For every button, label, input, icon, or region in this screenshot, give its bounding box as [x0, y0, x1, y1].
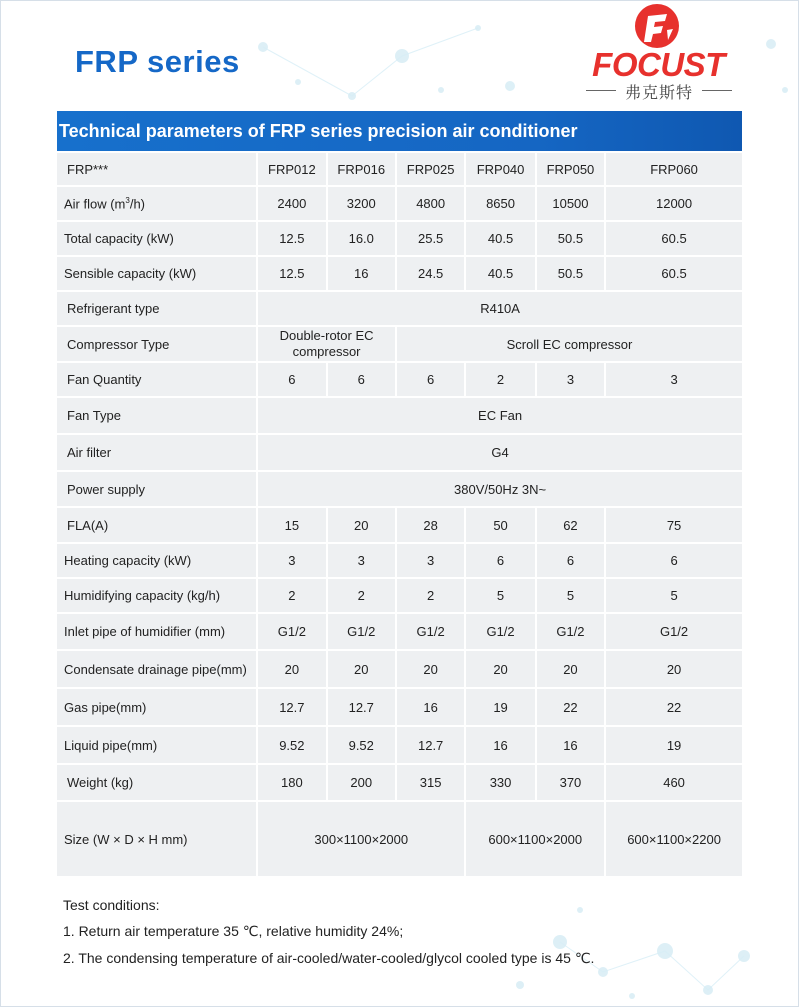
value-cell: 50.5: [537, 257, 604, 290]
table-row-heating: [57, 544, 742, 577]
value-cell: G1/2: [466, 614, 534, 649]
value-cell: 3: [606, 363, 742, 396]
table-row-total-capacity: [57, 222, 742, 255]
brand-logo: [566, 0, 751, 104]
air-flow-label-main: Air flow (m: [64, 196, 126, 212]
air-filter-value: G4: [258, 435, 742, 470]
test-condition-item: 1. Return air temperature 35 ℃, relative humidity 24%;: [63, 923, 404, 939]
value-cell: 9.52: [258, 727, 325, 763]
value-cell: 2: [466, 363, 534, 396]
table-caption: Technical parameters of FRP series precision air conditioner: [57, 111, 742, 151]
value-cell: G1/2: [606, 614, 742, 649]
value-cell: 12.7: [328, 689, 395, 725]
table-row-compressor: [57, 327, 742, 361]
value-cell: 40.5: [466, 257, 534, 290]
value-cell: 12.5: [258, 257, 325, 290]
size-value-large: 600×1100×2200: [606, 802, 742, 876]
table-row-size: [57, 802, 742, 876]
model-cell: FRP040: [466, 153, 534, 185]
table-row-power-supply: [57, 472, 742, 506]
value-cell: 20: [466, 651, 534, 687]
value-cell: 19: [606, 727, 742, 763]
model-cell: FRP050: [537, 153, 604, 185]
value-cell: 2400: [258, 187, 325, 220]
value-cell: 19: [466, 689, 534, 725]
value-cell: 5: [537, 579, 604, 612]
value-cell: 50.5: [537, 222, 604, 255]
model-cell: FRP060: [606, 153, 742, 185]
value-cell: 6: [466, 544, 534, 577]
table-row-humidifying: [57, 579, 742, 612]
value-cell: 28: [397, 508, 464, 542]
value-cell: 20: [258, 651, 325, 687]
table-row-condensate: [57, 651, 742, 687]
value-cell: 3: [258, 544, 325, 577]
power-supply-label: Power supply: [57, 472, 256, 506]
gas-pipe-label: Gas pipe(mm): [57, 689, 256, 725]
value-cell: 50: [466, 508, 534, 542]
sensible-capacity-label: Sensible capacity (kW): [57, 257, 256, 290]
table-row-gas-pipe: [57, 689, 742, 725]
value-cell: 20: [537, 651, 604, 687]
value-cell: 2: [328, 579, 395, 612]
value-cell: 5: [466, 579, 534, 612]
liquid-pipe-label: Liquid pipe(mm): [57, 727, 256, 763]
value-cell: 12.7: [258, 689, 325, 725]
value-cell: 12.7: [397, 727, 464, 763]
value-cell: 75: [606, 508, 742, 542]
parameters-table-section: [57, 111, 742, 878]
value-cell: 8650: [466, 187, 534, 220]
value-cell: 330: [466, 765, 534, 800]
series-title: FRP series: [75, 44, 240, 79]
value-cell: 5: [606, 579, 742, 612]
value-cell: 370: [537, 765, 604, 800]
value-cell: 62: [537, 508, 604, 542]
air-filter-label: Air filter: [57, 435, 256, 470]
table-row-fan-type: [57, 398, 742, 433]
value-cell: 3: [397, 544, 464, 577]
air-flow-label-sup: 3: [125, 195, 130, 205]
value-cell: 60.5: [606, 257, 742, 290]
value-cell: 24.5: [397, 257, 464, 290]
compressor-label: Compressor Type: [57, 327, 256, 361]
size-value-small: 300×1100×2000: [258, 802, 464, 876]
value-cell: G1/2: [397, 614, 464, 649]
value-cell: 6: [328, 363, 395, 396]
value-cell: 16: [328, 257, 395, 290]
value-cell: 25.5: [397, 222, 464, 255]
value-cell: 2: [397, 579, 464, 612]
value-cell: 22: [606, 689, 742, 725]
air-flow-label-tail: /h): [129, 196, 146, 212]
size-label: Size (W × D × H mm): [57, 802, 256, 876]
value-cell: 180: [258, 765, 325, 800]
value-cell: 15: [258, 508, 325, 542]
fan-type-value: EC Fan: [258, 398, 742, 433]
table-row-fla: [57, 508, 742, 542]
condensate-label: Condensate drainage pipe(mm): [57, 651, 256, 687]
refrigerant-value: R410A: [258, 292, 742, 325]
compressor-value-scroll: Scroll EC compressor: [397, 327, 742, 361]
weight-label: Weight (kg): [57, 765, 256, 800]
value-cell: 22: [537, 689, 604, 725]
value-cell: 20: [397, 651, 464, 687]
value-cell: 3200: [328, 187, 395, 220]
value-cell: 4800: [397, 187, 464, 220]
brand-subtitle: 弗克斯特: [584, 80, 734, 103]
value-cell: 20: [328, 508, 395, 542]
value-cell: 6: [397, 363, 464, 396]
fla-label: FLA(A): [57, 508, 256, 542]
model-cell: FRP012: [258, 153, 325, 185]
test-condition-item: 2. The condensing temperature of air-cooled/water-cooled/glycol cooled type is 45 ℃.: [63, 950, 595, 966]
value-cell: 12.5: [258, 222, 325, 255]
table-row-air-flow: [57, 187, 742, 220]
table-row-refrigerant: [57, 292, 742, 325]
value-cell: 200: [328, 765, 395, 800]
value-cell: 9.52: [328, 727, 395, 763]
focust-logo-icon: [632, 2, 682, 50]
total-capacity-label: Total capacity (kW): [57, 222, 256, 255]
model-cell: FRP025: [397, 153, 464, 185]
value-cell: G1/2: [258, 614, 325, 649]
value-cell: G1/2: [537, 614, 604, 649]
value-cell: 20: [606, 651, 742, 687]
value-cell: 60.5: [606, 222, 742, 255]
refrigerant-label: Refrigerant type: [57, 292, 256, 325]
parameters-table: [55, 151, 744, 878]
test-conditions: [63, 897, 594, 977]
value-cell: 460: [606, 765, 742, 800]
value-cell: 6: [606, 544, 742, 577]
value-cell: 40.5: [466, 222, 534, 255]
fan-quantity-label: Fan Quantity: [57, 363, 256, 396]
value-cell: 16: [537, 727, 604, 763]
value-cell: 16.0: [328, 222, 395, 255]
value-cell: 6: [258, 363, 325, 396]
header-label: FRP***: [57, 153, 256, 185]
value-cell: 16: [466, 727, 534, 763]
air-flow-label: [57, 187, 256, 220]
table-row-sensible-capacity: [57, 257, 742, 290]
value-cell: 3: [328, 544, 395, 577]
value-cell: 315: [397, 765, 464, 800]
inlet-pipe-label: Inlet pipe of humidifier (mm): [57, 614, 256, 649]
value-cell: G1/2: [328, 614, 395, 649]
table-row-air-filter: [57, 435, 742, 470]
table-row-fan-quantity: [57, 363, 742, 396]
brand-name: FOCUST: [592, 46, 725, 83]
value-cell: 2: [258, 579, 325, 612]
power-supply-value: 380V/50Hz 3N~: [258, 472, 742, 506]
value-cell: 6: [537, 544, 604, 577]
heating-label: Heating capacity (kW): [57, 544, 256, 577]
table-row-liquid-pipe: [57, 727, 742, 763]
humidifying-label: Humidifying capacity (kg/h): [57, 579, 256, 612]
value-cell: 20: [328, 651, 395, 687]
value-cell: 10500: [537, 187, 604, 220]
value-cell: 3: [537, 363, 604, 396]
table-row-header: [57, 153, 742, 185]
value-cell: 16: [397, 689, 464, 725]
value-cell: 12000: [606, 187, 742, 220]
compressor-value-double-rotor: Double-rotor EC compressor: [258, 327, 395, 361]
table-row-inlet-pipe: [57, 614, 742, 649]
table-row-weight: [57, 765, 742, 800]
size-value-medium: 600×1100×2000: [466, 802, 604, 876]
test-conditions-title: Test conditions:: [63, 897, 160, 913]
fan-type-label: Fan Type: [57, 398, 256, 433]
model-cell: FRP016: [328, 153, 395, 185]
